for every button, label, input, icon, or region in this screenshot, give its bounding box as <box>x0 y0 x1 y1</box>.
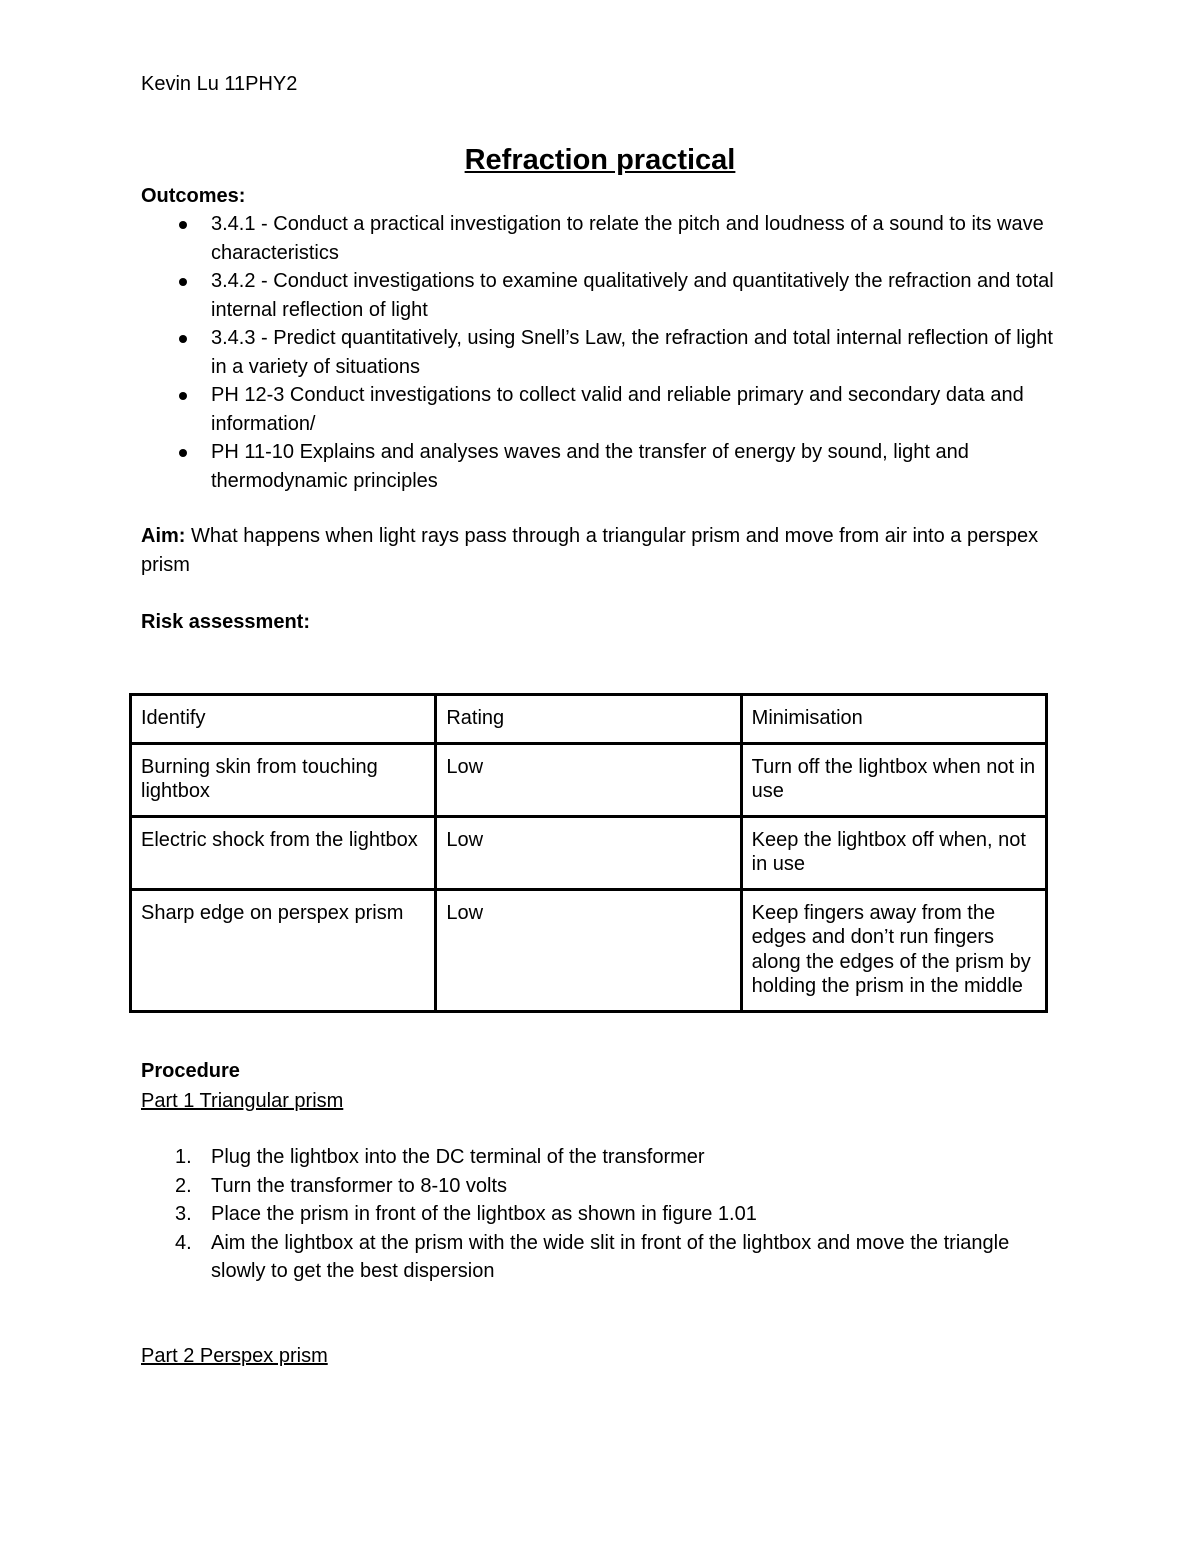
table-cell: Sharp edge on perspex prism <box>131 889 436 1011</box>
list-item <box>141 267 1061 324</box>
table-cell: Low <box>436 743 741 816</box>
aim-paragraph <box>141 522 1051 579</box>
part1-heading: Part 1 Triangular prism <box>141 1090 344 1112</box>
step-text: Turn the transformer to 8-10 volts <box>211 1174 508 1197</box>
table-cell: Turn off the lightbox when not in use <box>741 743 1046 816</box>
list-item <box>141 438 1061 495</box>
author-header: Kevin Lu 11PHY2 <box>141 73 298 95</box>
list-item <box>141 1143 1041 1172</box>
column-header-rating: Rating <box>436 695 741 744</box>
table-cell: Low <box>436 889 741 1011</box>
part2-heading: Part 2 Perspex prism <box>141 1345 328 1367</box>
bullet-icon <box>179 392 187 400</box>
table-cell: Low <box>436 816 741 889</box>
step-number: 2. <box>175 1174 192 1197</box>
table-header-row <box>131 695 1047 744</box>
table-row <box>131 743 1047 816</box>
table-cell: Keep fingers away from the edges and don’t run fingers along the edges of the prism by holding the prism in the middle <box>741 889 1046 1011</box>
aim-text: What happens when light rays pass through a triangular prism and move from air into a perspex prism <box>141 525 1039 576</box>
table-cell: Keep the lightbox off when, not in use <box>741 816 1046 889</box>
risk-assessment-table <box>129 693 1048 1013</box>
column-header-identify: Identify <box>131 695 436 744</box>
aim-label: Aim: <box>141 525 186 547</box>
bullet-icon <box>179 449 187 457</box>
list-item <box>141 1229 1041 1286</box>
step-number: 4. <box>175 1231 192 1254</box>
table-cell: Electric shock from the lightbox <box>131 816 436 889</box>
step-text: Place the prism in front of the lightbox as shown in figure 1.01 <box>211 1203 757 1225</box>
table-row <box>131 889 1047 1011</box>
procedure-label: Procedure <box>141 1060 240 1082</box>
bullet-icon <box>179 278 187 286</box>
step-text: Plug the lightbox into the DC terminal of the transformer <box>211 1146 705 1168</box>
outcome-text: 3.4.2 - Conduct investigations to examine qualitatively and quantitatively the refraction and total internal reflection of light <box>211 270 1054 321</box>
risk-assessment-label: Risk assessment: <box>141 611 310 633</box>
step-number: 1. <box>175 1146 192 1168</box>
outcome-text: PH 12-3 Conduct investigations to collect valid and reliable primary and secondary data and information/ <box>211 384 1024 435</box>
bullet-icon <box>179 221 187 229</box>
list-item <box>141 1172 1041 1201</box>
outcomes-list <box>141 210 1061 495</box>
outcomes-label: Outcomes: <box>141 185 246 207</box>
list-item <box>141 324 1061 381</box>
outcome-text: 3.4.1 - Conduct a practical investigation to relate the pitch and loudness of a sound to its wave characteristics <box>211 213 1044 264</box>
step-text: Aim the lightbox at the prism with the wide slit in front of the lightbox and move the triangle slowly to get the best dispersion <box>211 1231 1010 1282</box>
bullet-icon <box>179 335 187 343</box>
list-item <box>141 1200 1041 1229</box>
page-title: Refraction practical <box>464 144 736 176</box>
procedure-steps-list <box>141 1143 1041 1286</box>
list-item <box>141 381 1061 438</box>
outcome-text: 3.4.3 - Predict quantitatively, using Snell’s Law, the refraction and total internal reflection of light in a variety of situations <box>211 327 1053 378</box>
column-header-minimisation: Minimisation <box>741 695 1046 744</box>
outcome-text: PH 11-10 Explains and analyses waves and the transfer of energy by sound, light and thermodynamic principles <box>211 441 969 492</box>
table-cell: Burning skin from touching lightbox <box>131 743 436 816</box>
list-item <box>141 210 1061 267</box>
step-number: 3. <box>175 1203 192 1225</box>
table-row <box>131 816 1047 889</box>
